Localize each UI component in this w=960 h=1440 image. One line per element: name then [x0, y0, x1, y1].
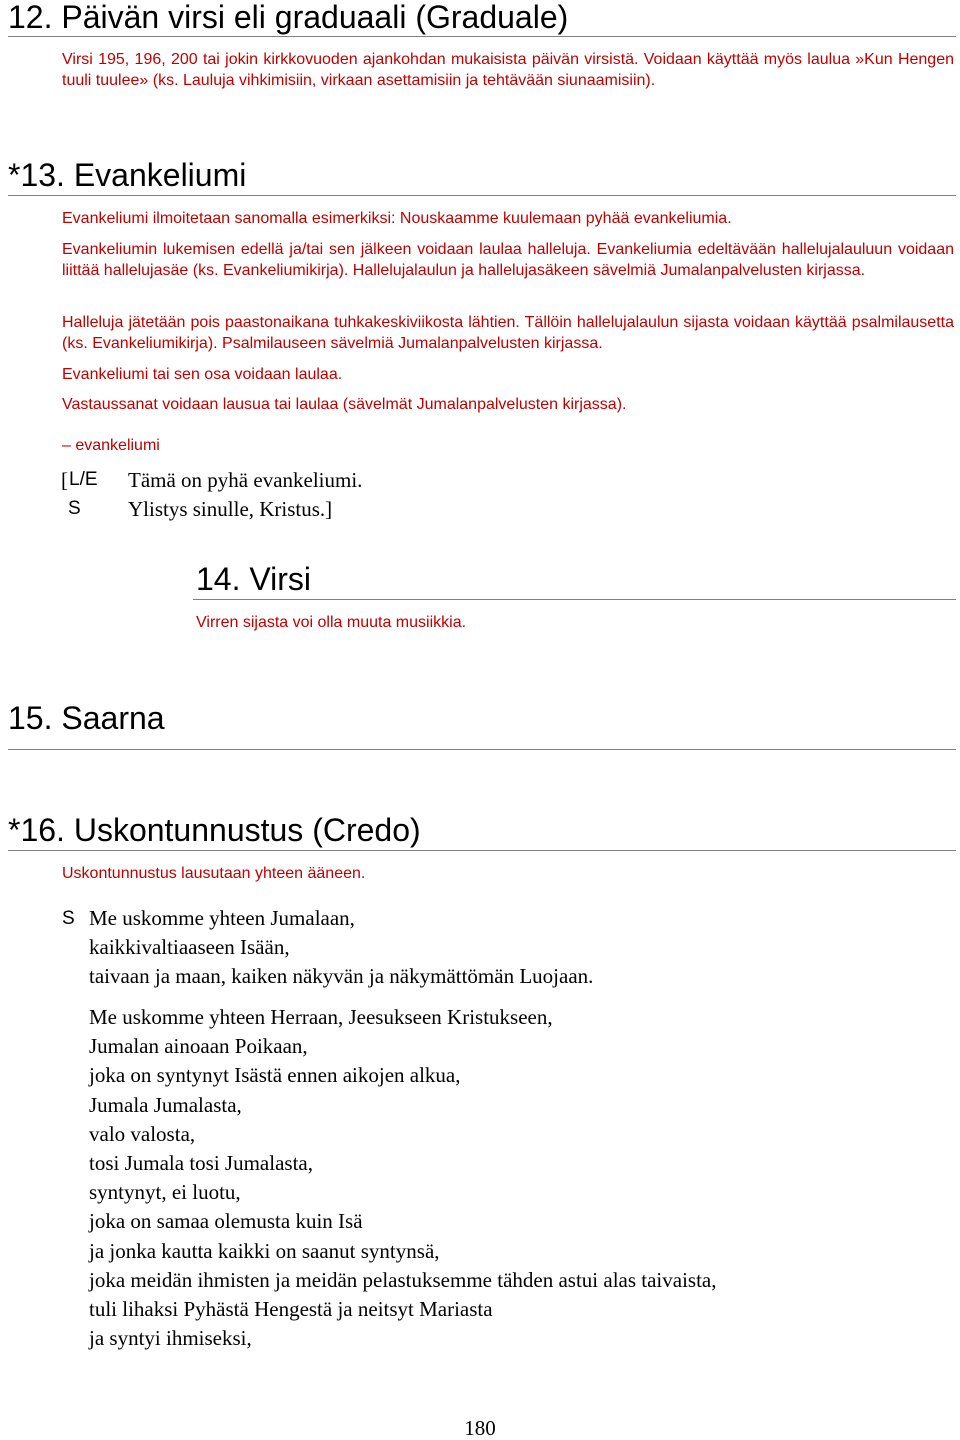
creed-line: taivaan ja maan, kaiken näkyvän ja näkymättömän Luojaan. — [89, 964, 594, 989]
section-13-note-1: Evankeliumi ilmoitetaan sanomalla esimerkiksi: Nouskaamme kuulemaan pyhää evankeliumia. — [62, 210, 732, 227]
creed-line: joka on syntynyt Isästä ennen aikojen alkua, — [89, 1063, 461, 1088]
section-12-title: 12. Päivän virsi eli graduaali (Graduale) — [8, 0, 569, 35]
creed-line: valo valosta, — [89, 1121, 196, 1146]
section-16-rule — [8, 850, 956, 851]
section-15-rule — [8, 749, 956, 750]
section-14-note: Virren sijasta voi olla muuta musiikkia. — [196, 614, 467, 631]
creed-line: syntynyt, ei luotu, — [89, 1180, 241, 1205]
creed-speaker: S — [62, 908, 75, 929]
section-14-title: 14. Virsi — [196, 561, 312, 597]
gospel-subheading: – evankeliumi — [62, 437, 160, 454]
creed-line: joka meidän ihmisten ja meidän pelastuksemme tähden astui alas taivaista, — [89, 1267, 717, 1292]
response-line-2: Ylistys sinulle, Kristus.] — [128, 497, 333, 521]
section-16-title: *16. Uskontunnustus (Credo) — [8, 812, 421, 848]
creed-line: Jumalan ainoaan Poikaan, — [89, 1034, 308, 1059]
creed-line: Jumala Jumalasta, — [89, 1092, 242, 1117]
page-number: 180 — [464, 1416, 496, 1440]
section-12-note: Virsi 195, 196, 200 tai jokin kirkkovuoden ajankohdan mukaisista päivän virsistä. Voidaan käyttää myös laulua »Kun Hengen tuuli tuulee» (ks. Lauluja vihkimisiin, virkaan asettamisiin ja tehtävään siunaamisiin). — [62, 51, 954, 89]
section-13-note-4: Evankeliumi tai sen osa voidaan laulaa. — [62, 366, 343, 383]
creed-line: Me uskomme yhteen Herraan, Jeesukseen Kristukseen, — [89, 1005, 553, 1029]
creed-line: tuli lihaksi Pyhästä Hengestä ja neitsyt Mariasta — [89, 1297, 493, 1322]
creed-line: kaikkivaltiaaseen Isään, — [89, 935, 290, 960]
creed-line: tosi Jumala tosi Jumalasta, — [89, 1151, 313, 1176]
section-16-note: Uskontunnustus lausutaan yhteen ääneen. — [62, 865, 366, 882]
creed-line: Me uskomme yhteen Jumalaan, — [89, 906, 355, 930]
creed-line: ja syntyi ihmiseksi, — [89, 1326, 252, 1351]
section-13-title: *13. Evankeliumi — [8, 157, 247, 193]
bracket-open: [ — [61, 468, 68, 492]
section-13-note-2: Evankeliumin lukemisen edellä ja/tai sen jälkeen voidaan laulaa halleluja. Evankeliumia edeltävään hallelujalauluun voidaan liittää hallelujasäe (ks. Evankeliumikirja). Hallelujalaulun ja hallelujasäkeen sävelmiä Jumalanpalvelusten kirjassa. — [62, 241, 954, 279]
creed-stanza-2 — [89, 1003, 717, 1353]
section-13-note-3: Halleluja jätetään pois paastonaikana tuhkakeskiviikosta lähtien. Tällöin hallelujalaulun sijasta voidaan käyttää psalmilausetta (ks. Evankeliumikirja). Psalmilauseen sävelmiä Jumalanpalvelusten kirjassa. — [62, 314, 954, 352]
creed-line: ja jonka kautta kaikki on saanut syntynsä, — [89, 1238, 440, 1263]
section-13-rule — [8, 195, 956, 196]
section-13-note-5: Vastaussanat voidaan lausua tai laulaa (sävelmät Jumalanpalvelusten kirjassa). — [62, 396, 627, 413]
creed-line: joka on samaa olemusta kuin Isä — [89, 1209, 363, 1234]
section-15-title: 15. Saarna — [8, 700, 165, 736]
section-12-rule — [8, 36, 956, 37]
speaker-le: L/E — [69, 469, 98, 490]
creed-stanza-1 — [89, 904, 593, 992]
speaker-s: S — [68, 498, 81, 519]
section-14-rule — [193, 599, 956, 600]
response-line-1: Tämä on pyhä evankeliumi. — [128, 468, 363, 492]
